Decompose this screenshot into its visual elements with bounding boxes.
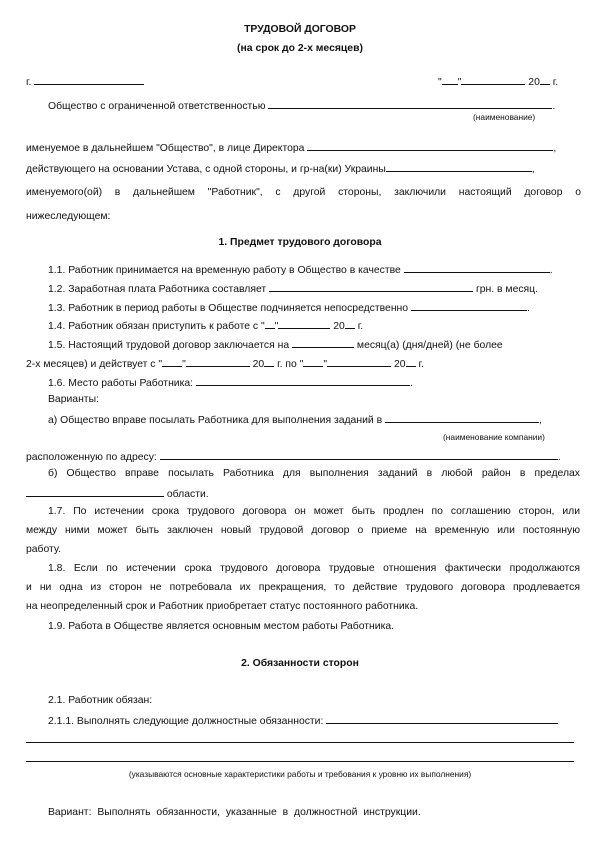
supervisor-field[interactable]	[411, 300, 527, 311]
term-months-field[interactable]	[292, 337, 354, 348]
clause-2-1: 2.1. Работник обязан:	[48, 695, 153, 706]
region-field[interactable]	[26, 486, 164, 497]
clause-1-8-line-3: на неопределенный срок и Работник приобретает статус постоянного работника.	[26, 601, 419, 612]
address-field[interactable]	[160, 449, 558, 460]
variants-label: Варианты:	[48, 394, 99, 405]
preamble-director-line: именуемое в дальнейшем "Общество", в лице Директора ,	[26, 140, 556, 155]
company-name-field-2[interactable]	[385, 412, 539, 423]
preamble-line-4: именуемого(ой) в дальнейшем "Работник", с другой стороны, заключили настоящий договор о	[26, 187, 581, 198]
director-name-field[interactable]	[307, 140, 553, 151]
duties-line-2[interactable]	[26, 761, 574, 762]
position-field[interactable]	[404, 262, 550, 273]
clause-1-8-line-2: и ни одна из сторон не потребовала их прекращения, то действие трудового договора продлевается	[26, 582, 580, 593]
clause-1-4: 1.4. Работник обязан приступить к работе с " " 20 г.	[48, 318, 363, 333]
clause-1-9: 1.9. Работа в Обществе является основным местом работы Работника.	[48, 621, 395, 632]
section-1-heading: 1. Предмет трудового договора	[218, 237, 382, 248]
clause-1-7-line-1: 1.7. По истечении срока трудового договора он может быть продлен по соглашению сторон, или	[48, 506, 580, 517]
document-title: ТРУДОВОЙ ДОГОВОР	[244, 24, 356, 35]
clause-1-6: 1.6. Место работы Работника: .	[48, 375, 413, 390]
variant-b-line-1: б) Общество вправе посылать Работника для выполнения заданий в любой район в пределах	[48, 468, 580, 479]
variant-duties: Вариант: Выполнять обязанности, указанные в должностной инструкции.	[48, 807, 421, 818]
clause-1-2: 1.2. Заработная плата Работника составляет грн. в месяц.	[48, 281, 538, 296]
preamble-employee-line: действующего на основании Устава, с одной стороны, и гр-на(ки) Украины ,	[26, 161, 535, 176]
duties-note: (указываются основные характеристики работы и требования к уровню их выполнения)	[128, 769, 472, 779]
salary-field[interactable]	[269, 281, 473, 292]
preamble-company-line: Общество с ограниченной ответственностью .	[48, 98, 555, 113]
clause-1-5-line-1: 1.5. Настоящий трудовой договор заключается на месяц(а) (дня/дней) (не более	[48, 337, 503, 352]
document-subtitle: (на срок до 2-х месяцев)	[237, 43, 363, 54]
variant-b-line-2: области.	[26, 486, 209, 501]
note-company: (наименование компании)	[443, 432, 545, 442]
clause-1-1: 1.1. Работник принимается на временную работу в Общество в качестве .	[48, 262, 553, 277]
preamble-line-5: нижеследующем:	[26, 211, 111, 222]
city-field[interactable]: г.	[26, 74, 144, 89]
employee-name-field[interactable]	[386, 161, 532, 172]
duties-line-1[interactable]	[26, 742, 574, 743]
clause-1-7-line-2: между ними может быть заключен новый трудовой договор о приеме на временную или постоянную	[26, 525, 580, 536]
duties-field[interactable]	[326, 713, 558, 724]
section-2-heading: 2. Обязанности сторон	[241, 658, 359, 669]
variant-a-address: расположенную по адресу: .	[26, 449, 561, 464]
date-field[interactable]: " " 20 г.	[438, 74, 558, 89]
workplace-field[interactable]	[196, 375, 410, 386]
company-name-field[interactable]	[268, 98, 552, 109]
note-name: (наименование)	[473, 112, 536, 122]
clause-1-7-line-3: работу.	[26, 544, 61, 555]
clause-1-8-line-1: 1.8. Если по истечении срока трудового договора трудовые отношения фактически продолжаются	[48, 563, 580, 574]
variant-a: а) Общество вправе посылать Работника для выполнения заданий в ,	[48, 412, 542, 427]
clause-1-5-line-2: 2-х месяцев) и действует с " " 20 г. по " " 20 г.	[26, 356, 424, 371]
clause-2-1-1: 2.1.1. Выполнять следующие должностные обязанности:	[48, 713, 558, 728]
clause-1-3: 1.3. Работник в период работы в Обществе подчиняется непосредственно .	[48, 300, 530, 315]
